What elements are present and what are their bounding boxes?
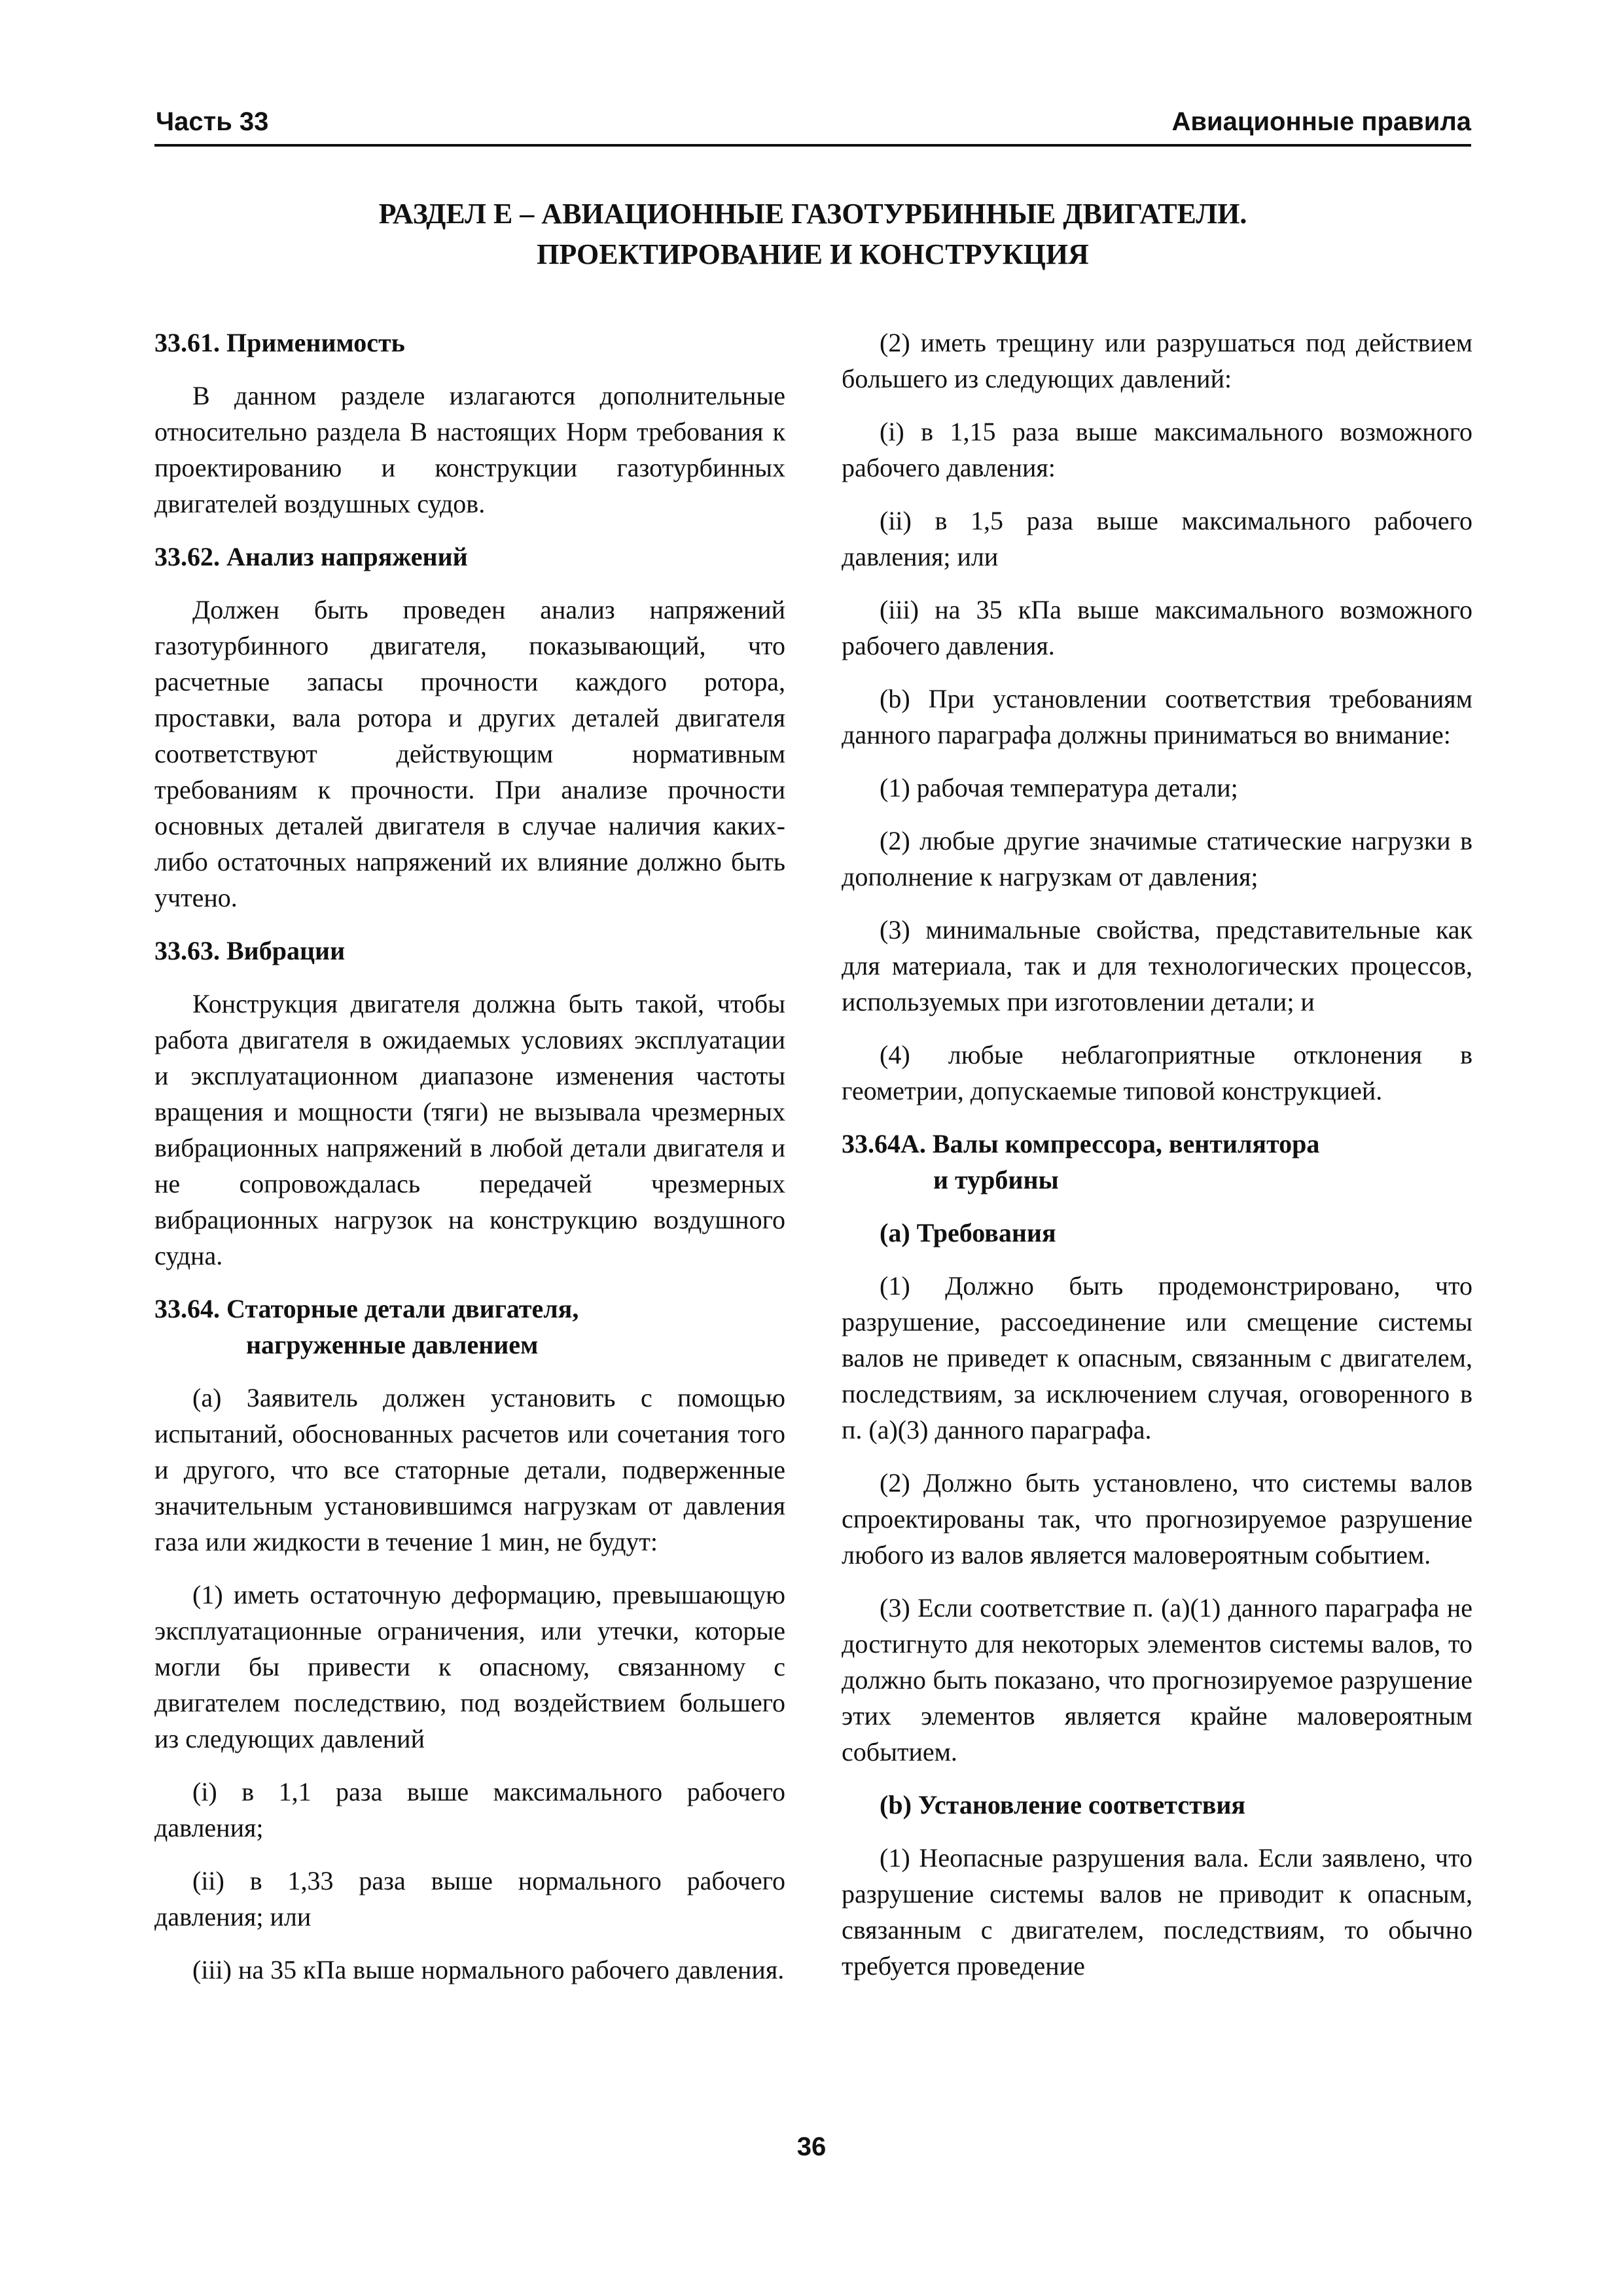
subheading-33-64A-a: (а) Требования xyxy=(880,1218,1056,1247)
subheading-33-64A-b: (b) Установление соответствия xyxy=(880,1790,1246,1820)
running-header xyxy=(154,102,1471,147)
heading-33-64-line1: 33.64. Статорные детали двигателя, xyxy=(154,1294,579,1323)
header-part-label: Часть 33 xyxy=(156,107,269,136)
paragraph-33-63: Конструкция двигателя должна быть такой, чтобы работа двигателя в ожидаемых условиях эксплуатации и эксплуатационном диапазоне изменения частоты вращения и мощности (тяги) не вызывала чрезмерных вибрационных напряжений в любой детали двигателя и не сопровождалась передачей чрезмерных вибрационных нагрузок на конструкцию воздушного судна. xyxy=(154,989,785,1270)
right-column xyxy=(842,325,1472,2001)
paragraph-33-64-a1: (1) иметь остаточную деформацию, превышающую эксплуатационные ограничения, или утечки, которые могли бы привести к опасному, связанному с двигателем последствию, под воздействием большего из следующих давлений xyxy=(154,1580,785,1753)
paragraph-33-62: Должен быть проведен анализ напряжений газотурбинного двигателя, показывающий, что расчетные запасы прочности каждого ротора, проставки, вала ротора и других деталей двигателя соответствуют действующим нормативным требованиям к прочности. При анализе прочности основных деталей двигателя в случае наличия каких-либо остаточных напряжений их влияние должно быть учтено. xyxy=(154,595,785,912)
heading-33-64-line2: нагруженные давлением xyxy=(246,1330,539,1359)
paragraph-33-64-b3: (3) минимальные свойства, представительные как для материала, так и для технологических процессов, используемых при изготовлении детали; и xyxy=(842,915,1472,1016)
paragraph-33-64-b2: (2) любые другие значимые статические нагрузки в дополнение к нагрузкам от давления; xyxy=(842,826,1472,891)
heading-33-64A-line2: и турбины xyxy=(933,1165,1059,1194)
section-title xyxy=(154,194,1471,275)
heading-33-64A xyxy=(842,1126,1472,1198)
section-title-line2: ПРОЕКТИРОВАНИЕ И КОНСТРУКЦИЯ xyxy=(537,238,1089,270)
paragraph-33-64-a1-ii: (ii) в 1,33 раза выше нормального рабочего давления; или xyxy=(154,1866,785,1931)
left-column xyxy=(154,325,785,2005)
paragraph-33-64-a: (а) Заявитель должен установить с помощью испытаний, обоснованных расчетов или сочетания того и другого, что все статорные детали, подверженные значительным установившимся нагрузкам от давления газа или жидкости в течение 1 мин, не будут: xyxy=(154,1383,785,1556)
paragraph-33-64-a2-iii: (iii) на 35 кПа выше максимального возможного рабочего давления. xyxy=(842,595,1472,660)
paragraph-33-64-b: (b) При установлении соответствия требованиям данного параграфа должны приниматься во внимание: xyxy=(842,684,1472,749)
heading-33-64 xyxy=(154,1291,785,1363)
paragraph-33-64-a1-iii: (iii) на 35 кПа выше нормального рабочего давления. xyxy=(192,1955,785,1984)
section-title-line1: РАЗДЕЛ Е – АВИАЦИОННЫЕ ГАЗОТУРБИННЫЕ ДВИГАТЕЛИ. xyxy=(378,198,1247,230)
paragraph-33-64-b1: (1) рабочая температура детали; xyxy=(880,773,1238,802)
paragraph-33-64A-a1: (1) Должно быть продемонстрировано, что разрушение, рассоединение или смещение системы валов не приведет к опасным, связанным с двигателем, последствиям, за исключением случая, оговоренного в п. (а)(3) данного параграфа. xyxy=(842,1271,1472,1444)
paragraph-33-64-b4: (4) любые неблагоприятные отклонения в геометрии, допускаемые типовой конструкцией. xyxy=(842,1040,1472,1105)
heading-33-63: 33.63. Вибрации xyxy=(154,936,346,965)
heading-33-64A-line1: 33.64А. Валы компрессора, вентилятора xyxy=(842,1129,1320,1158)
paragraph-33-64-a2-ii: (ii) в 1,5 раза выше максимального рабочего давления; или xyxy=(842,506,1472,571)
paragraph-33-64A-a3: (3) Если соответствие п. (а)(1) данного параграфа не достигнуто для некоторых элементов системы валов, то должно быть показано, что прогнозируемое разрушение этих элементов является крайне маловероятным событием. xyxy=(842,1593,1472,1767)
paragraph-33-64A-b1: (1) Неопасные разрушения вала. Если заявлено, что разрушение системы валов не приводит к опасным, связанным с двигателем, последствиям, то обычно требуется проведение xyxy=(842,1843,1472,1981)
heading-33-62: 33.62. Анализ напряжений xyxy=(154,542,468,571)
page-number: 36 xyxy=(796,2132,827,2161)
paragraph-33-64-a2: (2) иметь трещину или разрушаться под действием большего из следующих давлений: xyxy=(842,328,1472,393)
paragraph-33-64A-a2: (2) Должно быть установлено, что системы валов спроектированы так, что прогнозируемое разрушение любого из валов является маловероятным событием. xyxy=(842,1468,1472,1570)
heading-33-61: 33.61. Применимость xyxy=(154,328,405,357)
header-rules-label: Авиационные правила xyxy=(1171,107,1471,136)
paragraph-33-64-a2-i: (i) в 1,15 раза выше максимального возможного рабочего давления: xyxy=(842,417,1472,482)
paragraph-33-64-a1-i: (i) в 1,1 раза выше максимального рабочего давления; xyxy=(154,1777,785,1842)
paragraph-33-61: В данном разделе излагаются дополнительные относительно раздела В настоящих Норм требования к проектированию и конструкции газотурбинных двигателей воздушных судов. xyxy=(154,381,785,518)
